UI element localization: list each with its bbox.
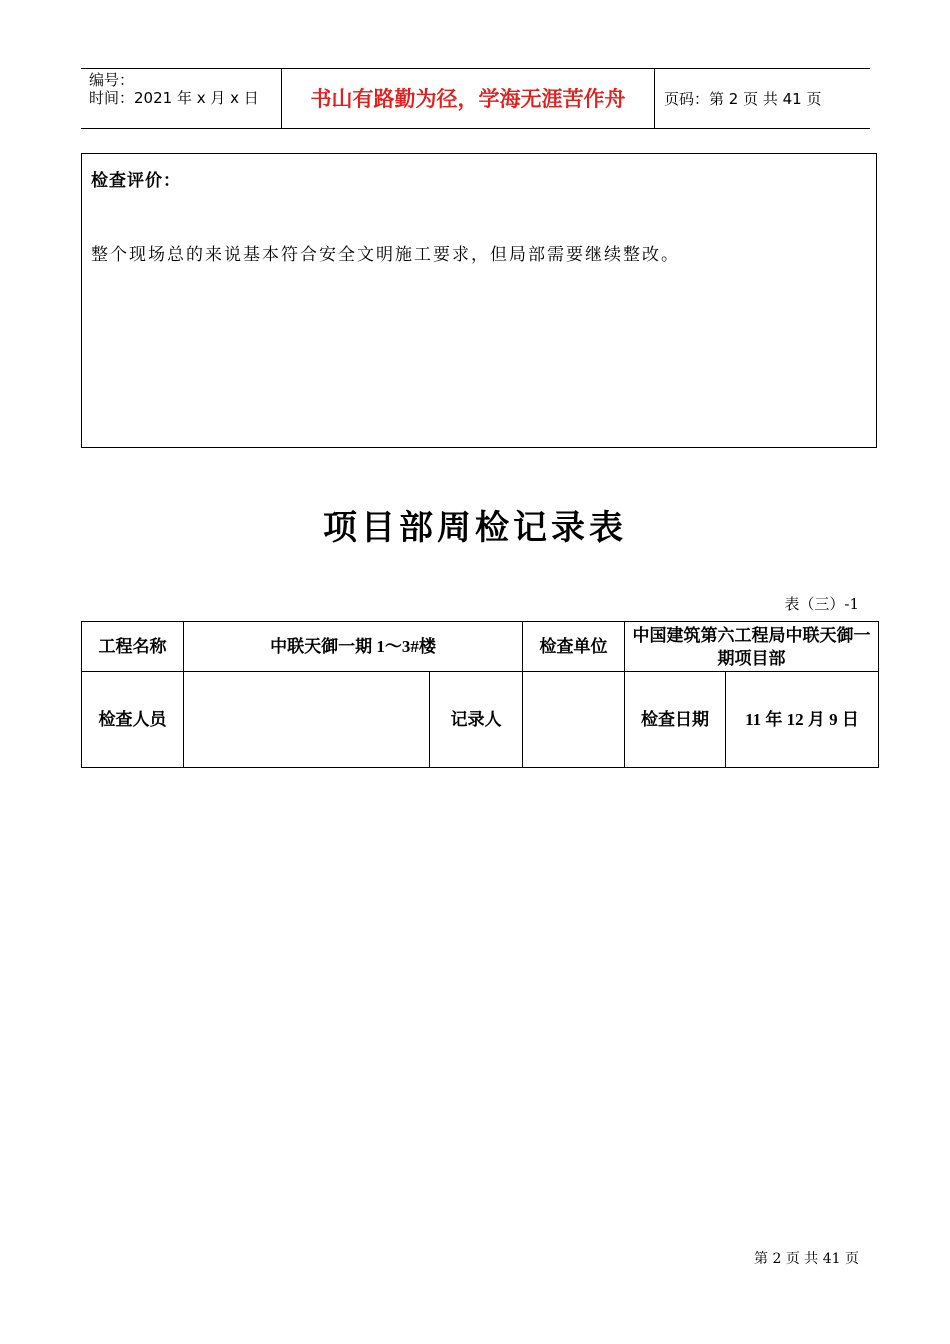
inspection-date-value: 11 年 12 月 9 日	[726, 672, 879, 768]
project-name-value: 中联天御一期 1～3#楼	[184, 622, 523, 672]
header-divider	[654, 68, 655, 129]
form-title: 项目部周检记录表	[323, 508, 627, 548]
header-page-info: 页码：第 2 页 共 41 页	[664, 89, 822, 108]
table-row	[82, 622, 879, 672]
inspection-record-table	[81, 621, 879, 768]
inspectors-value	[184, 672, 430, 768]
evaluation-box	[81, 153, 877, 448]
table-row	[82, 672, 879, 768]
project-name-label: 工程名称	[82, 622, 184, 672]
inspectors-label: 检查人员	[82, 672, 184, 768]
document-number-label: 编号：	[89, 71, 135, 89]
inspection-unit-label: 检查单位	[523, 622, 625, 672]
header-bottom-rule	[81, 128, 870, 129]
recorder-value	[523, 672, 625, 768]
inspection-unit-value: 中国建筑第六工程局中联天御一期项目部	[625, 622, 879, 672]
table-number: 表（三）-1	[784, 595, 859, 613]
recorder-label: 记录人	[430, 672, 523, 768]
evaluation-label: 检查评价：	[91, 171, 181, 191]
header-motto: 书山有路勤为径，学海无涯苦作舟	[310, 87, 626, 111]
document-date: 时间：2021 年 x 月 x 日	[89, 89, 259, 107]
inspection-date-label: 检查日期	[625, 672, 726, 768]
evaluation-text: 整个现场总的来说基本符合安全文明施工要求，但局部需要继续整改。	[91, 245, 680, 265]
footer-page-number: 第 2 页 共 41 页	[754, 1251, 859, 1267]
